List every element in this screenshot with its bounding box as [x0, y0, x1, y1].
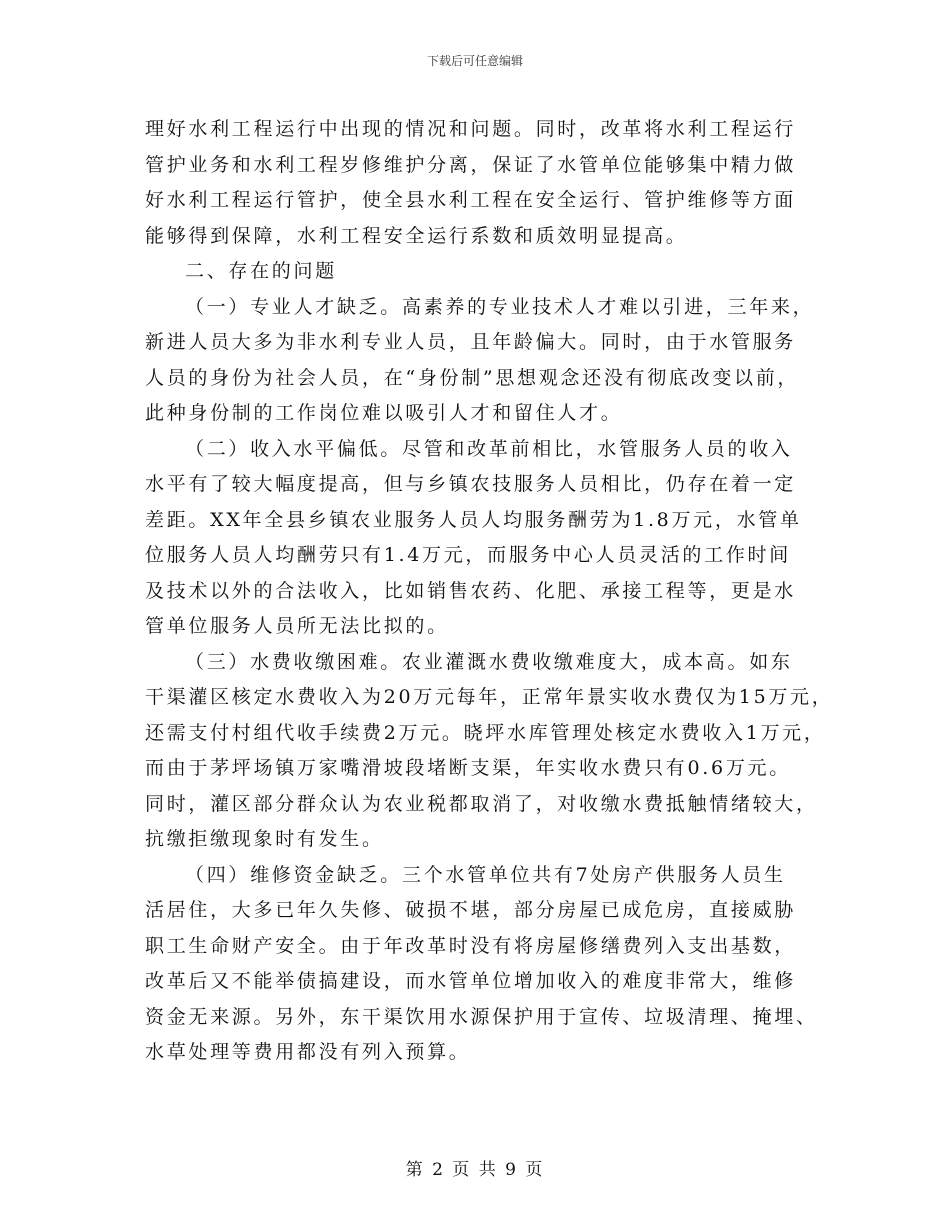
- text-line: 及技术以外的合法收入，比如销售农药、化肥、承接工程等，更是水: [145, 579, 797, 602]
- text-line: 此种身份制的工作岗位难以吸引人才和留住人才。: [145, 402, 623, 424]
- text-line: 水草处理等费用都没有列入预算。: [145, 1041, 471, 1063]
- text-line: 能够得到保障，水利工程安全运行系数和质效明显提高。: [145, 224, 688, 247]
- text-line: 管护业务和水利工程岁修维护分离，保证了水管单位能够集中精力做: [145, 153, 797, 176]
- document-body: [145, 112, 834, 1071]
- text-line: 好水利工程运行管护，使全县水利工程在安全运行、管护维修等方面: [145, 189, 797, 211]
- text-line: 差距。XX年全县乡镇农业服务人员人均服务酬劳为1.8万元，水管单: [145, 508, 802, 531]
- text-line: 水平有了较大幅度提高，但与乡镇农技服务人员相比，仍存在着一定: [145, 473, 797, 495]
- paragraph-start: （四）维修资金缺乏。三个水管单位共有7处房产供服务人员生: [185, 863, 786, 886]
- text-line: 资金无来源。另外，东干渠饮用水源保护用于宣传、垃圾清理、掩埋、: [145, 1005, 818, 1028]
- text-line: 同时，灌区部分群众认为农业税都取消了，对收缴水费抵触情绪较大，: [145, 792, 818, 815]
- paragraph-start: （二）收入水平偏低。尽管和改革前相比，水管服务人员的收入: [185, 437, 793, 460]
- text-line: 职工生命财产安全。由于年改革时没有将房屋修缮费列入支出基数，: [145, 934, 797, 957]
- page-header: 下载后可任意编辑: [426, 54, 523, 68]
- paragraph-start: （三）水费收缴困难。农业灌溉水费收缴难度大，成本高。如东: [185, 650, 793, 673]
- text-line: 新进人员大多为非水利专业人员，且年龄偏大。同时，由于水管服务: [145, 331, 797, 353]
- paragraph-start: （一）专业人才缺乏。高素养的专业技术人才难以引进，三年来，: [185, 295, 815, 318]
- text-line: 改革后又不能举债搞建设，而水管单位增加收入的难度非常大，维修: [145, 970, 797, 992]
- text-line: 位服务人员人均酬劳只有1.4万元，而服务中心人员灵活的工作时间: [145, 544, 791, 566]
- page-number-footer: 第 2 页 共 9 页: [405, 1160, 545, 1180]
- text-line: 理好水利工程运行中出现的情况和问题。同时，改革将水利工程运行: [145, 118, 797, 140]
- section-heading: 二、存在的问题: [185, 260, 337, 282]
- text-line: 干渠灌区核定水费收入为20万元每年，正常年景实收水费仅为15万元，: [145, 686, 834, 708]
- text-line: 活居住，大多已年久失修、破损不堪，部分房屋已成危房，直接威胁: [145, 899, 797, 921]
- text-line: 而由于茅坪场镇万家嘴滑坡段堵断支渠，年实收水费只有0.6万元。: [145, 757, 791, 779]
- text-line: 人员的身份为社会人员，在“身份制”思想观念还没有彻底改变以前，: [145, 366, 800, 389]
- text-line: 抗缴拒缴现象时有发生。: [145, 828, 384, 850]
- text-line: 还需支付村组代收手续费2万元。晓坪水库管理处核定水费收入1万元，: [145, 721, 826, 744]
- text-line: 管单位服务人员所无法比拟的。: [145, 615, 449, 637]
